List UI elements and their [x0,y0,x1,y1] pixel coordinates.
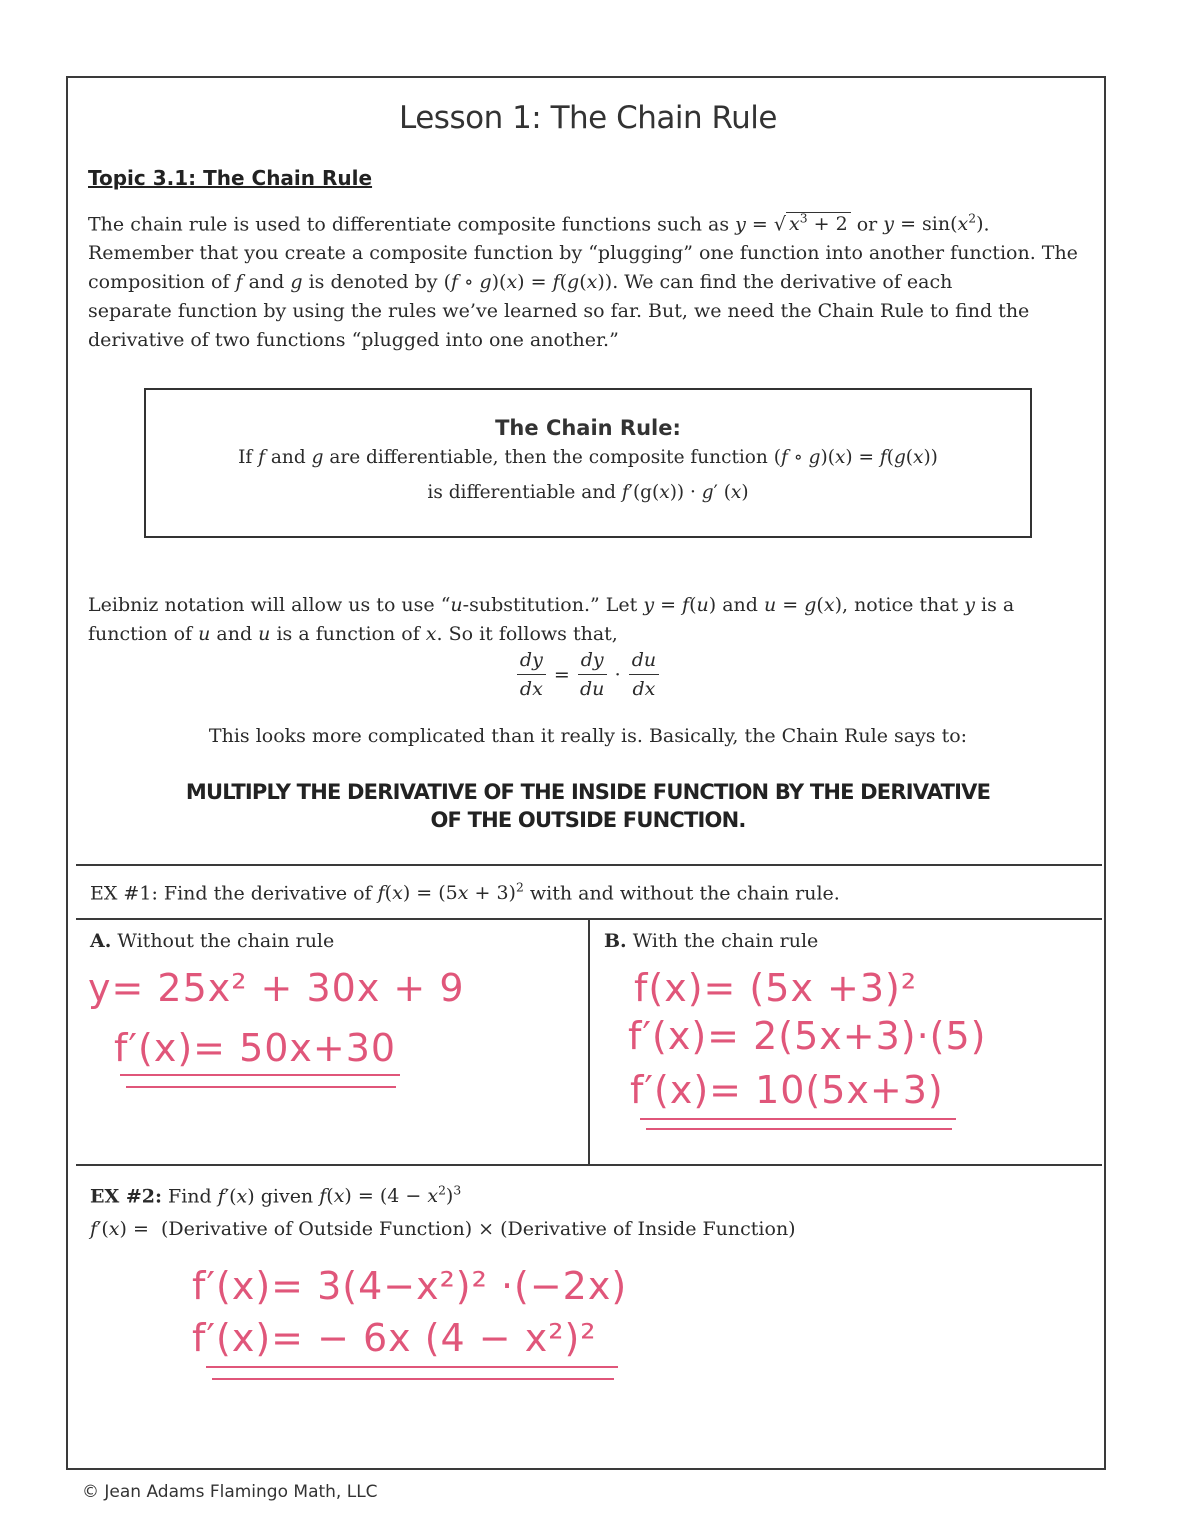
part-a-label: A. Without the chain rule [90,930,335,952]
handwritten-ex2-line-2: f′(x)= − 6x (4 − x²)² [192,1316,597,1360]
handwritten-underline [212,1378,614,1380]
multiply-statement: MULTIPLY THE DERIVATIVE OF THE INSIDE FUNCTION BY THE DERIVATIVE OF THE OUTSIDE FUNCTION. [185,780,991,832]
handwritten-a-line-2: f′(x)= 50x+30 [114,1026,397,1070]
leibniz-paragraph [88,591,1088,649]
handwritten-ex2-line-1: f′(x)= 3(4−x²)² ·(−2x) [192,1264,628,1308]
copyright-footer: © Jean Adams Flamingo Math, LLC [82,1482,378,1502]
formula-ex1: $f(x) = (5x + 3)^2$ [377,881,524,905]
part-b-label: B. With the chain rule [604,930,819,952]
handwritten-underline [126,1086,396,1088]
handwritten-b-line-3: f′(x)= 10(5x+3) [630,1068,944,1112]
leibniz-line-1: Leibniz notation will allow us to use “u-substitution.” Let y = f(u) and u = g(x), notice that y is a [88,594,1015,616]
handwritten-b-line-1: f(x)= (5x +3)² [634,966,918,1010]
chain-rule-box [144,388,1032,538]
column-divider [588,918,590,1166]
ex1-prompt: EX #1: Find the derivative of $f(x) = (5x + 3)^2$ with and without the chain rule. [90,881,840,905]
formula-chain: f′(g(x)) · g′ (x) [621,482,749,503]
chain-rule-title: The Chain Rule: [495,416,681,440]
chain-rule-line-1: If f and g are differentiable, then the composite function (f ∘ g)(x) = f(g(x)) [238,447,938,468]
formula-composition: (f ∘ g)(x) = f(g(x)) [443,271,613,294]
intro-line-4: separate function by using the rules we’ve learned so far. But, we need the Chain Rule to find the [88,300,1030,323]
fraction-du-dx: $\frac{du}{dx}$ [625,646,663,703]
handwritten-underline [646,1128,952,1130]
intro-line-5: derivative of two functions “plugged into one another.” [88,329,619,352]
ex2-formula-line: f′(x) = (Derivative of Outside Function) × (Derivative of Inside Function) [90,1218,796,1240]
leibniz-line-2: function of u and u is a function of x. So it follows that, [88,623,618,645]
handwritten-b-line-2: f′(x)= 2(5x+3)·(5) [628,1014,987,1058]
page-title: Lesson 1: The Chain Rule [399,100,777,136]
formula-ex2: $f(x) = (4 - x^2)^3$ [319,1184,462,1208]
leibniz-formula: $\frac{dy}{dx}$ = $\frac{dy}{du}$ · $\frac{du}{dx}$ [68,646,1108,703]
topic-heading: Topic 3.1: The Chain Rule [88,166,373,190]
chain-rule-line-2: is differentiable and f′(g(x)) · g′ (x) [427,482,749,503]
handwritten-underline [206,1366,618,1368]
formula-composite: (f ∘ g)(x) = f(g(x)) [773,447,938,468]
handwritten-a-line-1: y= 25x² + 30x + 9 [88,966,465,1010]
intro-line-3: composition of f and g is denoted by (f ∘ g)(x) = f(g(x)). We can find the derivative of each [88,271,953,294]
formula-sin: $y = \sin(x^2)$ [883,212,984,236]
handwritten-underline [640,1118,956,1120]
fraction-dy-du: $\frac{dy}{du}$ [574,646,611,703]
divider [76,1164,1102,1166]
intro-line-2: Remember that you create a composite function by “plugging” one function into another function. The [88,242,1078,265]
intro-line-1: The chain rule is used to differentiate composite functions such as y = √ $x^3 + 2$ or $y = \sin(x^2)$. [88,212,990,236]
divider [76,864,1102,866]
handwritten-underline [120,1074,400,1076]
intro-paragraph [88,205,1088,355]
formula-sqrt: y = √ $x^3 + 2$ [735,212,851,235]
fraction-dy-dx: $\frac{dy}{dx}$ [513,646,550,703]
ex2-prompt: EX #2: Find f′(x) given $f(x) = (4 - x^2)^3$ [90,1184,462,1208]
worksheet-frame [66,76,1106,1470]
looks-sentence: This looks more complicated than it really is. Basically, the Chain Rule says to: [208,725,968,747]
